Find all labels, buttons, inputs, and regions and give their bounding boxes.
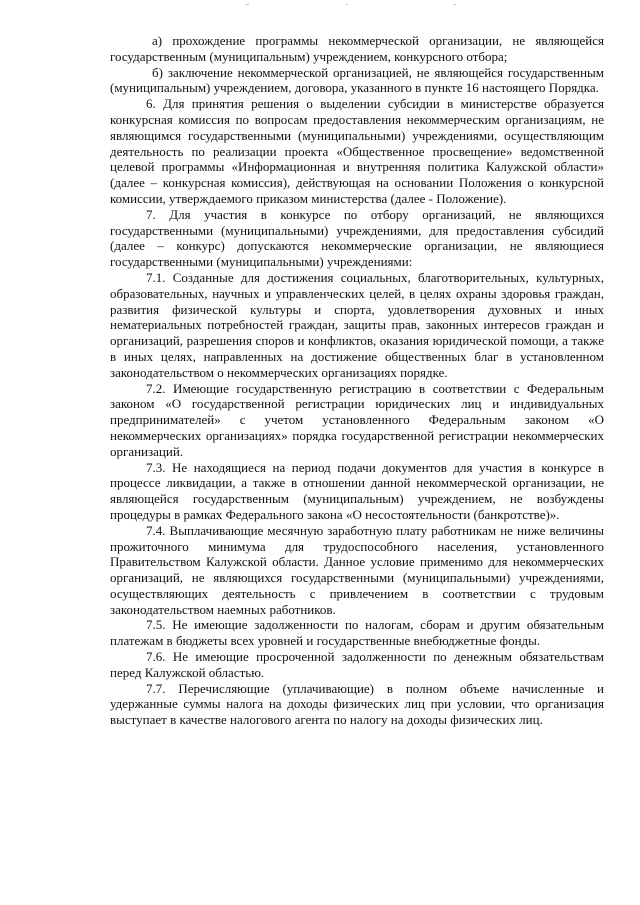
paragraph-6: 6. Для принятия решения о выделении субсидии в министерстве образуется конкурсная комиссия по вопросам предоставления некоммерческим организациям, не являющимся государственными (муниципальными) учреждениями, осуществляющим деятельность по реализации проекта «Общественное просвещение» ведомственной целевой программы «Информационная и внутренняя политика Калужской области» (далее – конкурсная комиссия), действующая на основании Положения о конкурсной комиссии, утверждаемого приказом министерства (далее - Положение).: [110, 96, 604, 206]
scan-artifact: [246, 4, 249, 5]
scan-artifact: [346, 4, 348, 5]
paragraph-7-5: 7.5. Не имеющие задолженности по налогам, сборам и другим обязательным платежам в бюджеты всех уровней и государственные внебюджетные фонды.: [110, 617, 604, 649]
scan-artifact: [454, 4, 456, 5]
paragraph-7-7: 7.7. Перечисляющие (уплачивающие) в полном объеме начисленные и удержанные суммы налога на доходы физических лиц при условии, что организация выступает в качестве налогового агента по налогу на доходы физических лиц.: [110, 680, 604, 728]
document-page: [110, 33, 604, 728]
paragraph-b: б) заключение некоммерческой организацией, не являющейся государственным (муниципальным) учреждением, договора, указанного в пункте 16 настоящего Порядка.: [110, 64, 604, 96]
paragraph-7-4: 7.4. Выплачивающие месячную заработную плату работникам не ниже величины прожиточного минимума для трудоспособного населения, установленного Правительством Калужской области. Данное условие применимо для некоммерческих организаций, не являющихся государственными (муниципальными) учреждениями, осуществляющих деятельность с привлечением в соответствии с трудовым законодательством наемных работников.: [110, 522, 604, 617]
paragraph-7-3: 7.3. Не находящиеся на период подачи документов для участия в конкурсе в процессе ликвидации, а также в отношении данной некоммерческой организации, не являющейся государственным (муниципальным) учреждением, не возбуждены процедуры в рамках Федерального закона «О несостоятельности (банкротстве)».: [110, 459, 604, 522]
paragraph-7-2: 7.2. Имеющие государственную регистрацию в соответствии с Федеральным законом «О государственной регистрации юридических лиц и индивидуальных предпринимателей» с учетом установленного Федеральным законом «О некоммерческих организациях» порядка государственной регистрации некоммерческих организаций.: [110, 380, 604, 459]
paragraph-a: а) прохождение программы некоммерческой организации, не являющейся государственным (муниципальным) учреждением, конкурсного отбора;: [110, 33, 604, 64]
paragraph-7: 7. Для участия в конкурсе по отбору организаций, не являющихся государственными (муниципальными) учреждениями, для предоставления субсидий (далее – конкурс) допускаются некоммерческие организации, не являющиеся государственными (муниципальными) учреждениями:: [110, 206, 604, 270]
paragraph-7-1: 7.1. Созданные для достижения социальных, благотворительных, культурных, образовательных, научных и управленческих целей, в целях охраны здоровья граждан, развития физической культуры и спорта, удовлетворения духовных и иных нематериальных потребностей граждан, защиты прав, законных интересов граждан и организаций, разрешения споров и конфликтов, оказания юридической помощи, а также в иных целях, направленных на достижение общественных благ в установленном законодательством о некоммерческих организациях порядке.: [110, 269, 604, 380]
paragraph-7-6: 7.6. Не имеющие просроченной задолженности по денежным обязательствам перед Калужской областью.: [110, 649, 604, 680]
